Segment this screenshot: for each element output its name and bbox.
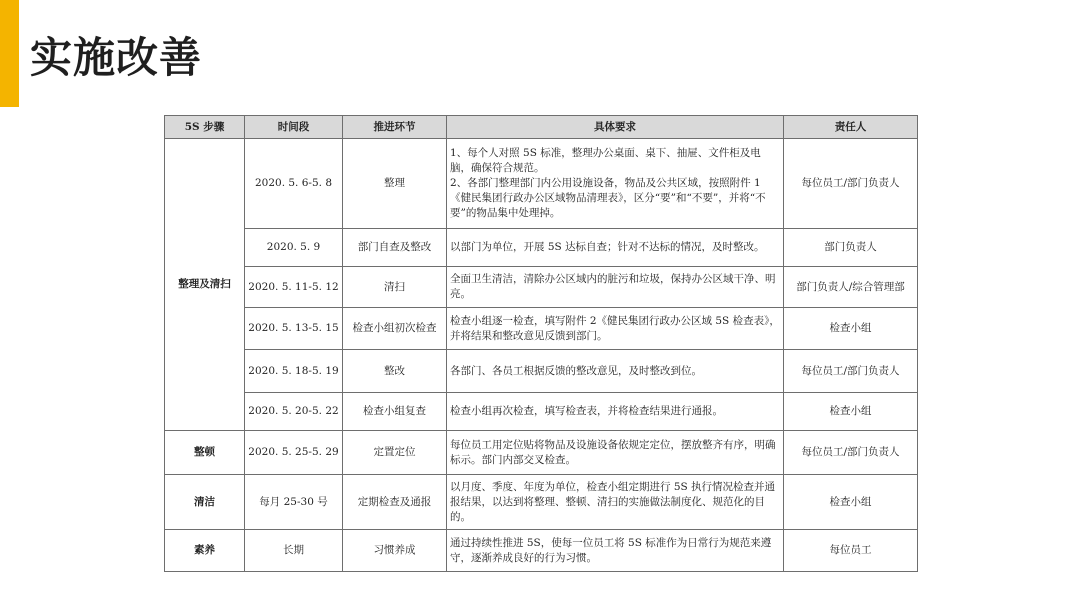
cell-period: 2020. 5. 18-5. 19: [245, 350, 343, 393]
cell-period: 长期: [245, 530, 343, 572]
cell-owner: 每位员工/部门负责人: [784, 139, 918, 229]
cell-period: 2020. 5. 9: [245, 229, 343, 267]
header-owner: 责任人: [784, 116, 918, 139]
cell-period: 2020. 5. 11-5. 12: [245, 267, 343, 308]
requirement-line: 以部门为单位，开展 5S 达标自查；针对不达标的情况，及时整改。: [450, 241, 765, 253]
cell-owner: 检查小组: [784, 393, 918, 431]
cell-period: 每月 25-30 号: [245, 475, 343, 530]
requirement-line: 检查小组再次检查，填写检查表，并将检查结果进行通报。: [450, 405, 723, 417]
5s-plan-table: [164, 115, 918, 572]
cell-owner: 检查小组: [784, 475, 918, 530]
cell-requirement: [447, 393, 784, 431]
header-period: 时间段: [245, 116, 343, 139]
cell-5s-step: 整理及清扫: [165, 139, 245, 431]
accent-bar: [0, 0, 19, 107]
cell-requirement: [447, 350, 784, 393]
cell-requirement: [447, 475, 784, 530]
cell-owner: 每位员工/部门负责人: [784, 431, 918, 475]
cell-requirement: [447, 308, 784, 350]
cell-stage: 整改: [343, 350, 447, 393]
header-stage: 推进环节: [343, 116, 447, 139]
requirement-line: 1、每个人对照 5S 标准，整理办公桌面、桌下、抽屉、文件柜及电脑，确保符合规范。: [450, 147, 761, 174]
cell-stage: 定置定位: [343, 431, 447, 475]
cell-period: 2020. 5. 20-5. 22: [245, 393, 343, 431]
cell-stage: 定期检查及通报: [343, 475, 447, 530]
cell-5s-step: 素养: [165, 530, 245, 572]
table-row: [165, 475, 918, 530]
table-row: [165, 530, 918, 572]
cell-requirement: [447, 530, 784, 572]
table-header-row: [165, 116, 918, 139]
header-5s-step: 5S 步骤: [165, 116, 245, 139]
cell-owner: 每位员工: [784, 530, 918, 572]
header-requirement: 具体要求: [447, 116, 784, 139]
cell-stage: 检查小组初次检查: [343, 308, 447, 350]
cell-5s-step: 整顿: [165, 431, 245, 475]
cell-period: 2020. 5. 6-5. 8: [245, 139, 343, 229]
requirement-line: 通过持续性推进 5S，使每一位员工将 5S 标准作为日常行为规范来遵守，逐渐养成良好的行为习惯。: [450, 536, 772, 564]
cell-owner: 部门负责人/综合管理部: [784, 267, 918, 308]
requirement-line: 2、各部门整理部门内公用设施设备，物品及公共区域，按照附件 1《健民集团行政办公区域物品清理表》，区分“要”和“不要”，并将“不要”的物品集中处理掉。: [450, 177, 766, 219]
requirement-line: 每位员工用定位贴将物品及设施设备依规定定位，摆放整齐有序，明确标示。部门内部交叉检查。: [450, 438, 776, 466]
table-row: [165, 350, 918, 393]
cell-5s-step: 清洁: [165, 475, 245, 530]
table-row: [165, 267, 918, 308]
cell-stage: 习惯养成: [343, 530, 447, 572]
cell-requirement: [447, 431, 784, 475]
table-row: [165, 431, 918, 475]
cell-period: 2020. 5. 13-5. 15: [245, 308, 343, 350]
cell-requirement: [447, 139, 784, 229]
table-row: [165, 308, 918, 350]
cell-owner: 检查小组: [784, 308, 918, 350]
table-row: [165, 229, 918, 267]
cell-owner: 部门负责人: [784, 229, 918, 267]
requirement-line: 以月度、季度、年度为单位，检查小组定期进行 5S 执行情况检查并通报结果，以达到将整理、整顿、清扫的实施做法制度化、规范化的目的。: [450, 480, 776, 523]
cell-stage: 部门自查及整改: [343, 229, 447, 267]
cell-period: 2020. 5. 25-5. 29: [245, 431, 343, 475]
requirement-line: 各部门、各员工根据反馈的整改意见，及时整改到位。: [450, 364, 702, 377]
cell-requirement: [447, 229, 784, 267]
cell-requirement: [447, 267, 784, 308]
requirement-line: 全面卫生清洁，清除办公区域内的脏污和垃圾，保持办公区域干净、明亮。: [450, 273, 776, 300]
cell-stage: 整理: [343, 139, 447, 229]
page-title: 实施改善: [30, 33, 203, 82]
table-row: [165, 393, 918, 431]
cell-stage: 检查小组复查: [343, 393, 447, 431]
table-row: [165, 139, 918, 229]
requirement-line: 检查小组逐一检查，填写附件 2《健民集团行政办公区域 5S 检查表》，并将结果和整改意见反馈到部门。: [450, 314, 780, 342]
cell-owner: 每位员工/部门负责人: [784, 350, 918, 393]
cell-stage: 清扫: [343, 267, 447, 308]
